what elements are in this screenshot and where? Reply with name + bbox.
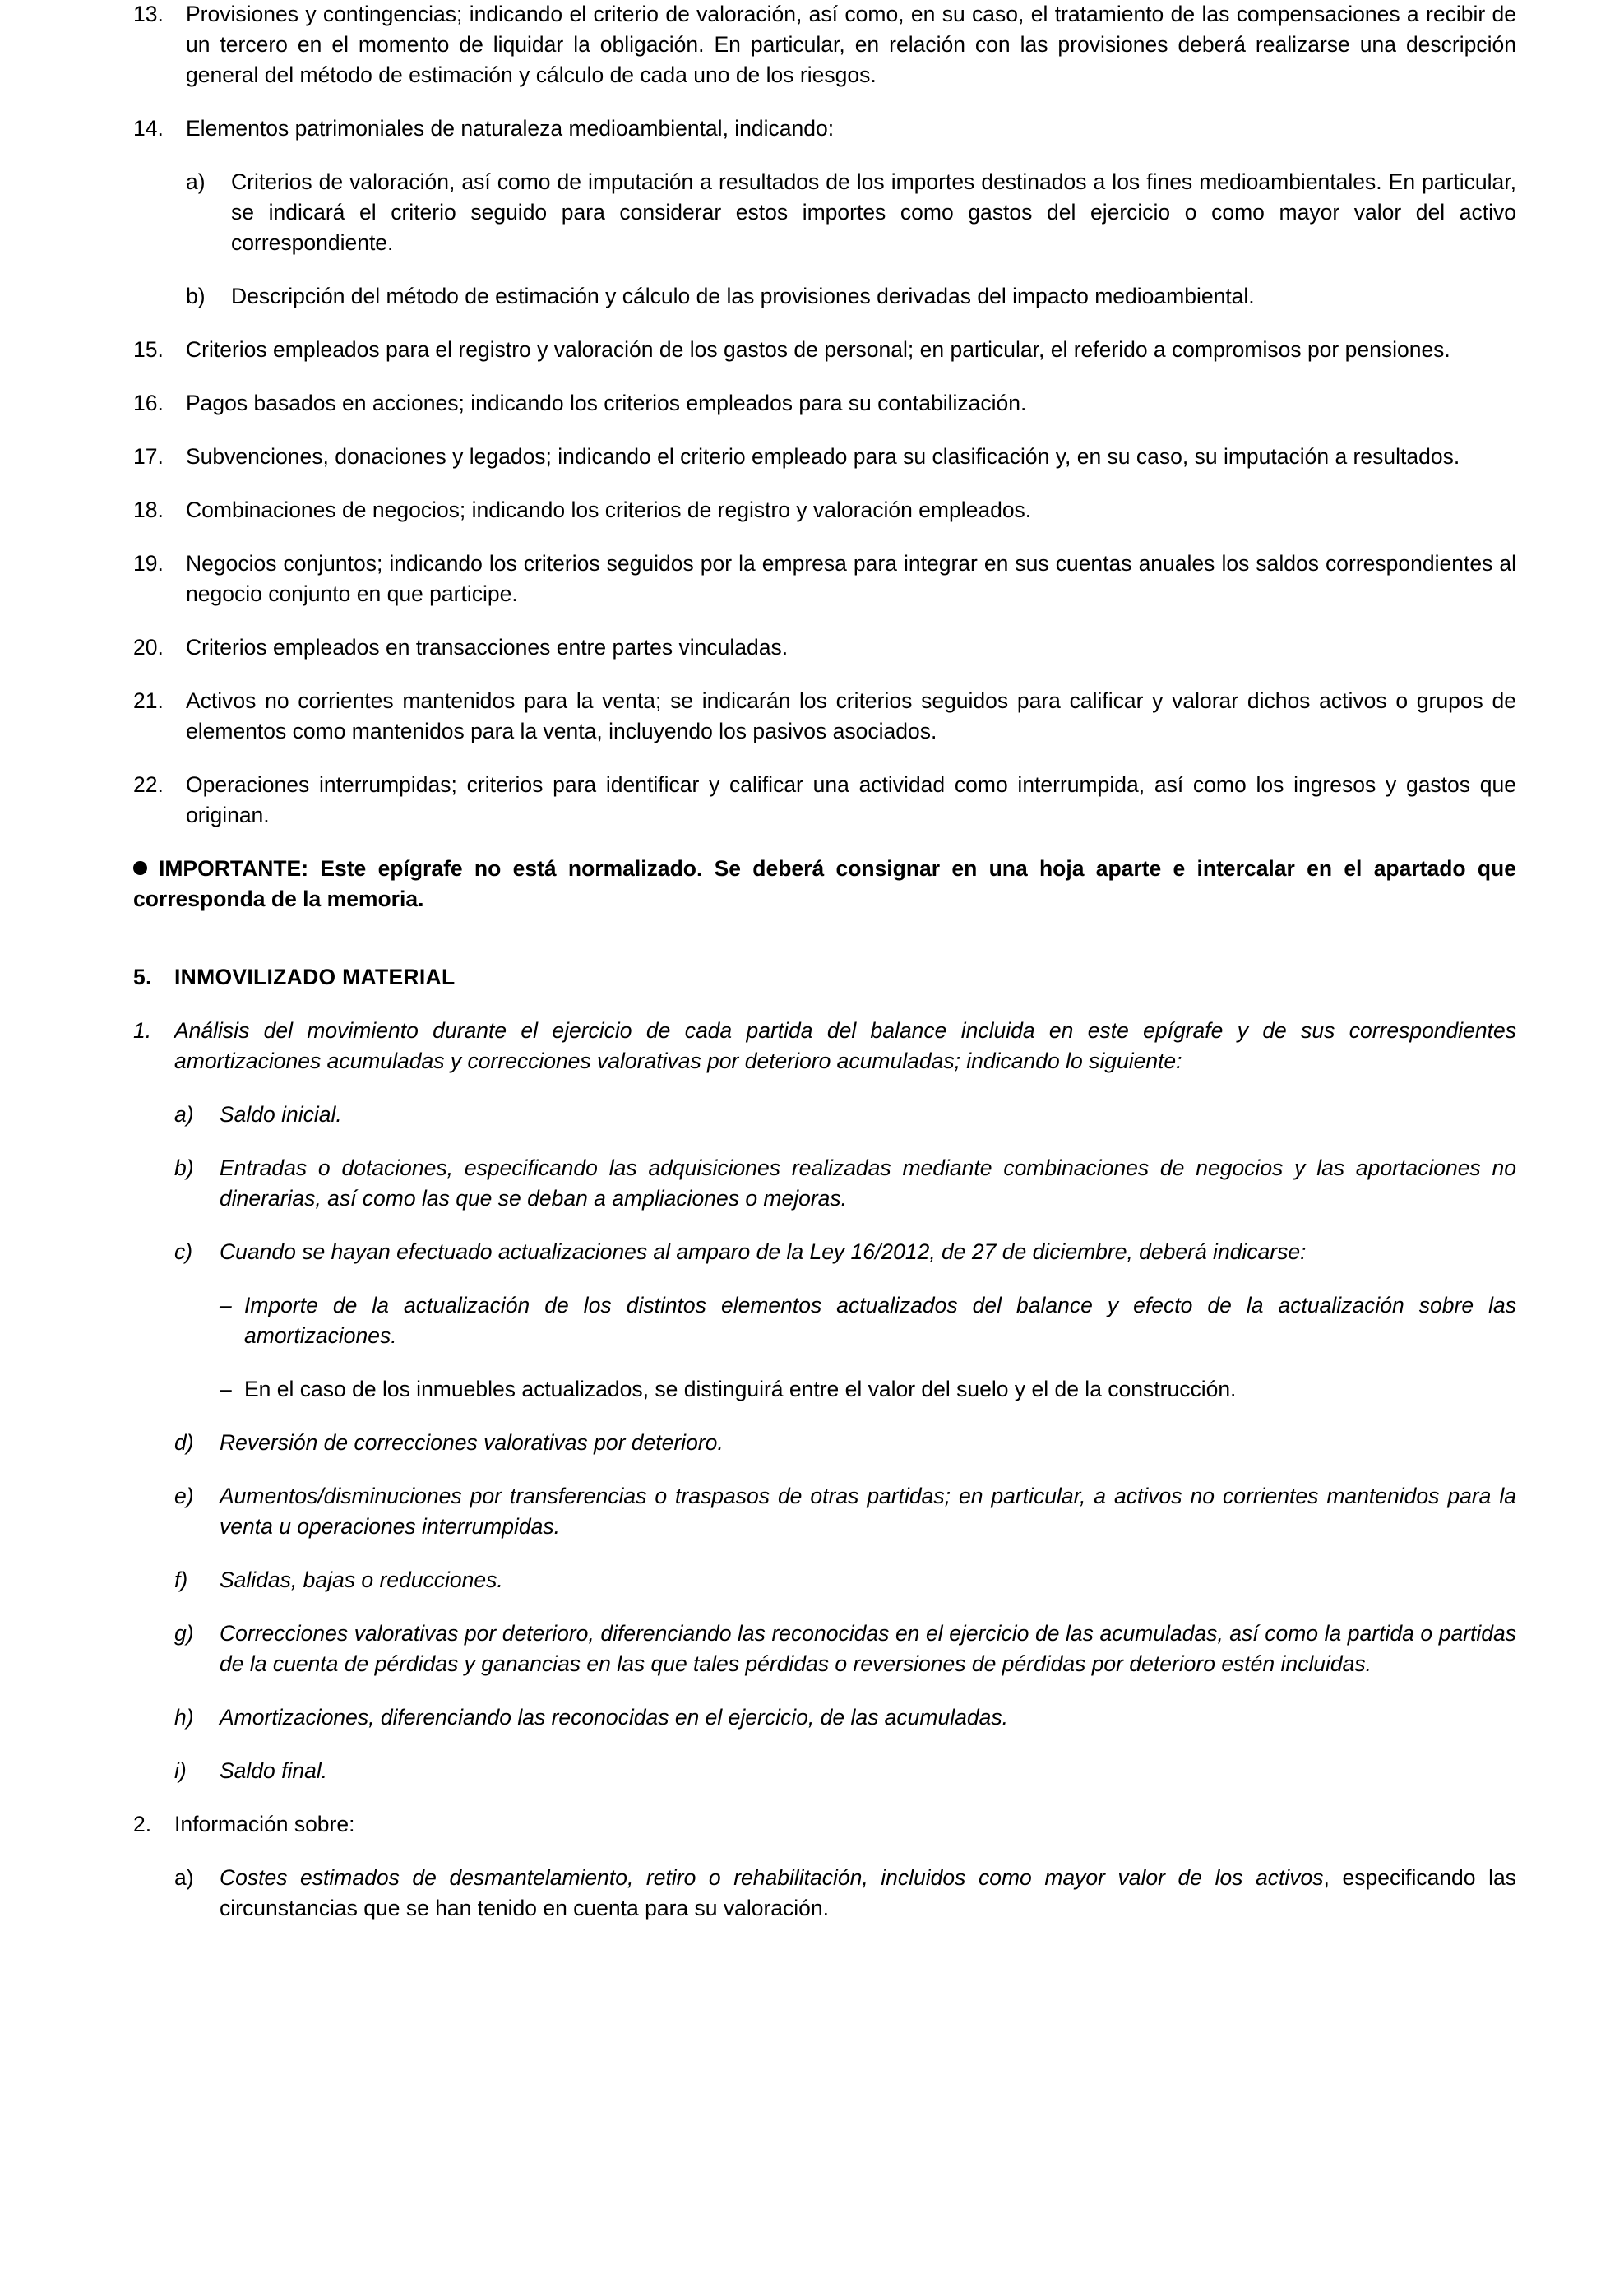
sub-item-text: Reversión de correcciones valorativas por deterioro. — [220, 1430, 724, 1455]
sub-item-letter: d) — [174, 1430, 194, 1455]
sub-item-letter: b) — [174, 1155, 194, 1180]
list-item-16 — [133, 388, 1516, 419]
item-number: 2. — [133, 1812, 152, 1836]
item-number: 21. — [133, 688, 164, 713]
sub-item-letter: e) — [174, 1484, 194, 1508]
sub-item-text: Entradas o dotaciones, especificando las adquisiciones realizadas mediante combinaciones de negocios y las aportaciones no dinerarias, así como las que se deban a ampliaciones o mejoras. — [220, 1155, 1516, 1211]
item-text: Negocios conjuntos; indicando los criterios seguidos por la empresa para integrar en sus cuentas anuales los saldos correspondientes al negocio conjunto en que participe. — [186, 551, 1516, 606]
dash-item-2 — [220, 1374, 1516, 1405]
sub-item-letter: a) — [174, 1865, 194, 1890]
list-item-21 — [133, 686, 1516, 747]
sub-item-text: Saldo inicial. — [220, 1102, 342, 1127]
section-number: 5. — [133, 965, 152, 989]
sub-item-letter: a) — [174, 1102, 194, 1127]
item-text: Combinaciones de negocios; indicando los criterios de registro y valoración empleados. — [186, 498, 1032, 522]
item-number: 1. — [133, 1018, 152, 1043]
sub-item-f — [174, 1565, 1516, 1595]
dash-marker: – — [220, 1377, 232, 1401]
sub-item-letter: h) — [174, 1705, 194, 1730]
sub-item-text: Correcciones valorativas por deterioro, diferenciando las reconocidas en el ejercicio de las acumuladas, así como la partida o partidas de la cuenta de pérdidas y ganancias en las que tales pérdidas o reversiones de pérdidas por deterioro estén incluidas. — [220, 1621, 1516, 1676]
sub-item-14b — [186, 281, 1516, 312]
dash-item-text: Importe de la actualización de los distintos elementos actualizados del balance y efecto de la actualización sobre las amortizaciones. — [244, 1293, 1516, 1348]
sub-item-letter: a) — [186, 169, 206, 194]
item-text: Análisis del movimiento durante el ejercicio de cada partida del balance incluida en este epígrafe y de sus correspondientes amortizaciones acumuladas y correcciones valorativas por deterioro acumuladas; indicando lo siguiente: — [174, 1018, 1516, 1073]
item-number: 13. — [133, 2, 164, 26]
item-number: 17. — [133, 444, 164, 469]
dash-item-1 — [220, 1290, 1516, 1351]
item-text: Elementos patrimoniales de naturaleza medioambiental, indicando: — [186, 116, 835, 141]
sub-item-i — [174, 1756, 1516, 1786]
item-number: 19. — [133, 551, 164, 576]
item-text: Criterios empleados para el registro y valoración de los gastos de personal; en particular, el referido a compromisos por pensiones. — [186, 337, 1450, 362]
section-item-2 — [133, 1809, 1516, 1840]
list-item-14 — [133, 113, 1516, 144]
item-number: 15. — [133, 337, 164, 362]
item-number: 18. — [133, 498, 164, 522]
section-heading — [133, 962, 1516, 993]
sub-item-text: Aumentos/disminuciones por transferencias o traspasos de otras partidas; en particular, a activos no corrientes mantenidos para la venta u operaciones interrumpidas. — [220, 1484, 1516, 1539]
dash-marker: – — [220, 1293, 232, 1317]
item-number: 22. — [133, 772, 164, 797]
item-text: Información sobre: — [174, 1812, 355, 1836]
important-text: IMPORTANTE: Este epígrafe no está normalizado. Se deberá consignar en una hoja aparte e intercalar en el apartado que corresponda de la memoria. — [133, 856, 1516, 911]
important-note — [133, 854, 1516, 915]
sub-item-text — [220, 1863, 1516, 1924]
item-text: Provisiones y contingencias; indicando el criterio de valoración, así como, en su caso, el tratamiento de las compensaciones a recibir de un tercero en el momento de liquidar la obligación. En particular, en relación con las provisiones deberá realizarse una descripción general del método de estimación y cálculo de cada uno de los riesgos. — [186, 2, 1516, 87]
sub-item-text: Saldo final. — [220, 1758, 328, 1783]
list-item-17 — [133, 442, 1516, 472]
item-number: 14. — [133, 116, 164, 141]
sub-item-b — [174, 1153, 1516, 1214]
list-item-15 — [133, 335, 1516, 365]
sub-item-e — [174, 1481, 1516, 1542]
list-item-13 — [133, 0, 1516, 90]
sub-item-h — [174, 1702, 1516, 1733]
sub-item-text: Cuando se hayan efectuado actualizaciones al amparo de la Ley 16/2012, de 27 de diciembre, deberá indicarse: — [220, 1239, 1307, 1264]
item-text: Criterios empleados en transacciones entre partes vinculadas. — [186, 635, 789, 660]
list-item-18 — [133, 495, 1516, 526]
bullet-icon — [133, 861, 147, 875]
list-item-22 — [133, 770, 1516, 831]
item-text: Pagos basados en acciones; indicando los criterios empleados para su contabilización. — [186, 391, 1027, 415]
sub-item-text-rest: , especificando las circunstancias que se han tenido en cuenta para su valoración. — [220, 1865, 1516, 1920]
item-number: 20. — [133, 635, 164, 660]
item-text: Activos no corrientes mantenidos para la venta; se indicarán los criterios seguidos para calificar y valorar dichos activos o grupos de elementos como mantenidos para la venta, incluyendo los pasivos asociados. — [186, 688, 1516, 743]
sub-item-letter: g) — [174, 1621, 194, 1646]
item-number: 16. — [133, 391, 164, 415]
list-item-19 — [133, 549, 1516, 609]
sub-item-letter: i) — [174, 1758, 187, 1783]
sub-item-text: Salidas, bajas o reducciones. — [220, 1568, 503, 1592]
item-text: Subvenciones, donaciones y legados; indicando el criterio empleado para su clasificación y, en su caso, su imputación a resultados. — [186, 444, 1460, 469]
sub-item-text: Descripción del método de estimación y cálculo de las provisiones derivadas del impacto medioambiental. — [231, 284, 1255, 308]
sub-item-letter: c) — [174, 1239, 193, 1264]
sub-item-a — [174, 1100, 1516, 1130]
sub-item-letter: f) — [174, 1568, 188, 1592]
sub-item-g — [174, 1618, 1516, 1679]
item-text: Operaciones interrumpidas; criterios para identificar y calificar una actividad como interrumpida, así como los ingresos y gastos que originan. — [186, 772, 1516, 827]
dash-item-text: En el caso de los inmuebles actualizados, se distinguirá entre el valor del suelo y el de la construcción. — [244, 1377, 1237, 1401]
sub-item-letter: b) — [186, 284, 206, 308]
sub-item-c — [174, 1237, 1516, 1267]
section-title: INMOVILIZADO MATERIAL — [174, 965, 456, 989]
sub-item-text: Amortizaciones, diferenciando las reconocidas en el ejercicio, de las acumuladas. — [220, 1705, 1008, 1730]
sub-item-2a — [174, 1863, 1516, 1924]
section-item-1 — [133, 1016, 1516, 1077]
document-body — [133, 0, 1516, 1947]
list-item-20 — [133, 632, 1516, 663]
sub-item-text-italic: Costes estimados de desmantelamiento, retiro o rehabilitación, incluidos como mayor valor de los activos — [220, 1865, 1324, 1890]
sub-item-d — [174, 1428, 1516, 1458]
sub-item-14a — [186, 167, 1516, 258]
sub-item-text: Criterios de valoración, así como de imputación a resultados de los importes destinados a los fines medioambientales. En particular, se indicará el criterio seguido para considerar estos importes como gastos del ejercicio o como mayor valor del activo correspondiente. — [231, 169, 1516, 255]
